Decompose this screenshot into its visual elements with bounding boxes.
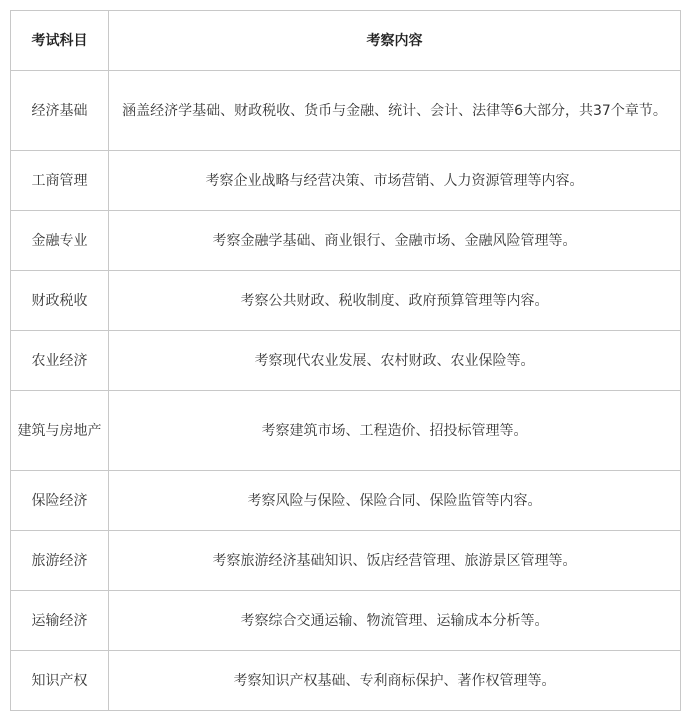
content-cell: 考察旅游经济基础知识、饭店经营管理、旅游景区管理等。 [109, 531, 681, 591]
content-cell: 考察综合交通运输、物流管理、运输成本分析等。 [109, 591, 681, 651]
subject-cell: 建筑与房地产 [11, 391, 109, 471]
subject-cell: 保险经济 [11, 471, 109, 531]
content-cell: 涵盖经济学基础、财政税收、货币与金融、统计、会计、法律等6大部分，共37个章节。 [109, 71, 681, 151]
content-cell: 考察风险与保险、保险合同、保险监管等内容。 [109, 471, 681, 531]
table-row [11, 391, 681, 471]
table-row [11, 531, 681, 591]
subject-cell: 农业经济 [11, 331, 109, 391]
subject-cell: 工商管理 [11, 151, 109, 211]
table-row [11, 471, 681, 531]
subject-cell: 知识产权 [11, 651, 109, 711]
subject-cell: 经济基础 [11, 71, 109, 151]
content-cell: 考察金融学基础、商业银行、金融市场、金融风险管理等。 [109, 211, 681, 271]
table-row [11, 271, 681, 331]
content-cell: 考察企业战略与经营决策、市场营销、人力资源管理等内容。 [109, 151, 681, 211]
table-header-row [11, 11, 681, 71]
subject-cell: 金融专业 [11, 211, 109, 271]
content-cell: 考察建筑市场、工程造价、招投标管理等。 [109, 391, 681, 471]
content-cell: 考察现代农业发展、农村财政、农业保险等。 [109, 331, 681, 391]
header-content: 考察内容 [109, 11, 681, 71]
exam-subjects-table [10, 10, 681, 711]
table-row [11, 211, 681, 271]
subject-cell: 旅游经济 [11, 531, 109, 591]
subject-cell: 财政税收 [11, 271, 109, 331]
header-subject: 考试科目 [11, 11, 109, 71]
subject-cell: 运输经济 [11, 591, 109, 651]
table-row [11, 151, 681, 211]
content-cell: 考察知识产权基础、专利商标保护、著作权管理等。 [109, 651, 681, 711]
content-cell: 考察公共财政、税收制度、政府预算管理等内容。 [109, 271, 681, 331]
table-row [11, 331, 681, 391]
table-row [11, 591, 681, 651]
table-row [11, 71, 681, 151]
table-row [11, 651, 681, 711]
